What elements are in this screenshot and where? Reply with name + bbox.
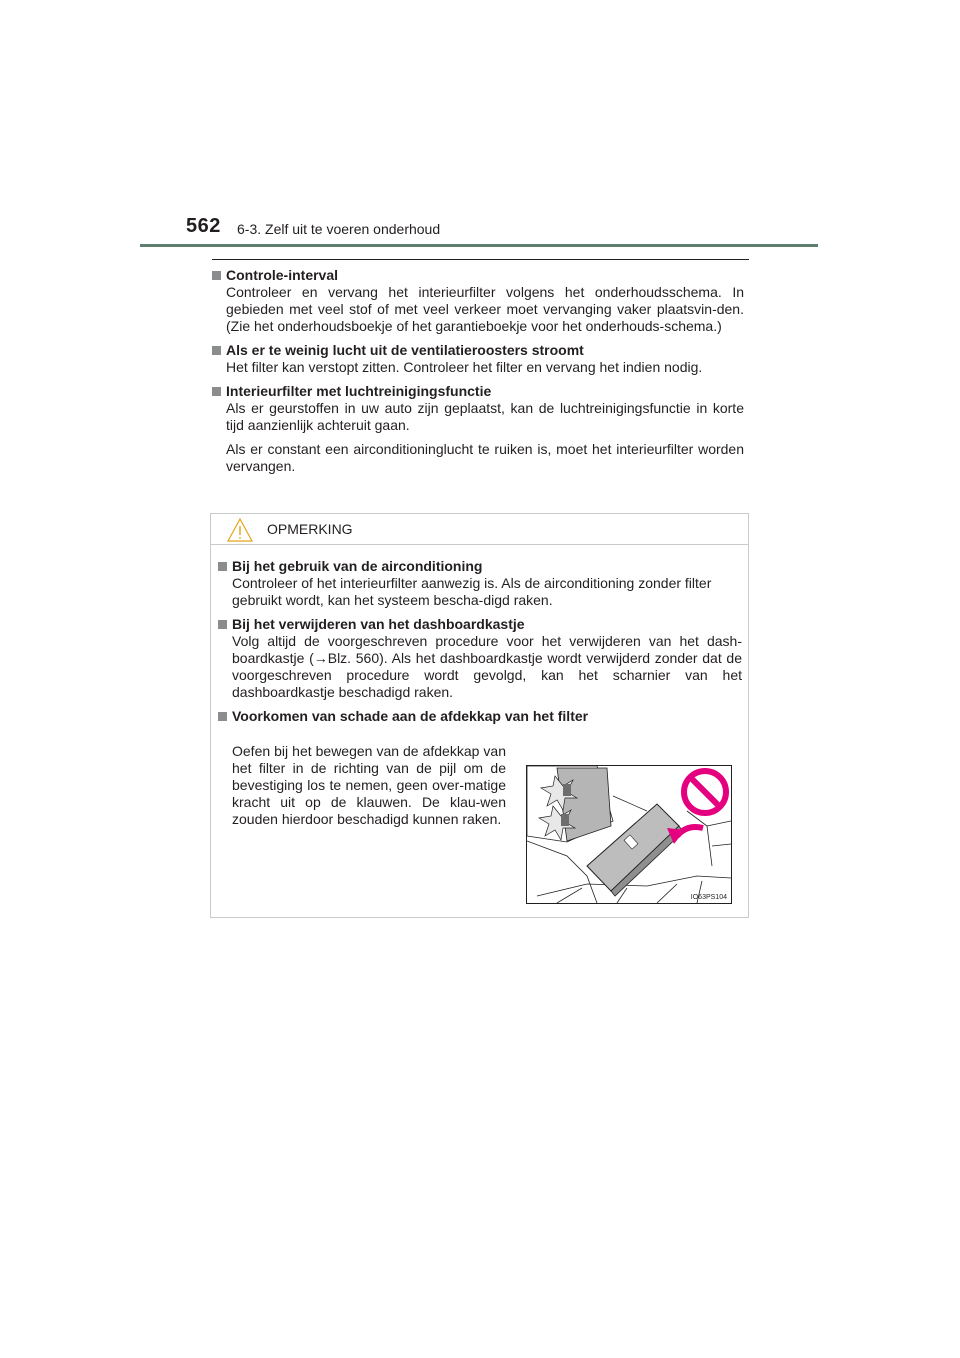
square-bullet-icon <box>212 346 221 355</box>
section-item <box>212 267 744 335</box>
notice-item-title: Bij het verwijderen van het dashboardkastje <box>232 616 525 632</box>
page-number: 562 <box>186 215 221 237</box>
item-title: Als er te weinig lucht uit de ventilatieroosters stroomt <box>226 342 584 358</box>
warning-triangle-icon <box>226 517 254 543</box>
notice-item-paragraph: Controleer of het interieurfilter aanwezig is. Als de airconditioning zonder filter gebruikt wordt, kan het systeem bescha-digd raken. <box>232 575 712 608</box>
notice-item-title: Bij het gebruik van de airconditioning <box>232 558 483 574</box>
section-item <box>212 342 744 376</box>
illustration-drawing <box>527 766 731 903</box>
square-bullet-icon <box>212 387 221 396</box>
item-paragraph: Als er geurstoffen in uw auto zijn geplaatst, kan de luchtreinigingsfunctie in korte tijd aanzienlijk achteruit gaan. <box>226 400 744 433</box>
item-title: Controle-interval <box>226 267 339 283</box>
item-paragraph: Controleer en vervang het interieurfilter volgens het onderhoudsschema. In gebieden met veel stof of met veel verkeer moet vervanging vaker plaatsvin-den. (Zie het onderhoudsboekje of het garantieboekje voor het onderhouds-schema.) <box>226 284 744 334</box>
figure-code: IO63PS104 <box>690 894 727 901</box>
notice-box <box>210 513 749 918</box>
header-rule <box>140 244 818 247</box>
notice-label: OPMERKING <box>267 521 353 537</box>
square-bullet-icon <box>218 712 227 721</box>
item-title: Interieurfilter met luchtreinigingsfunctie <box>226 383 492 399</box>
item-paragraph: Als er constant een airconditioninglucht te ruiken is, moet het interieurfilter worden vervangen. <box>226 441 744 474</box>
filter-cover-illustration <box>526 765 732 904</box>
notice-item-paragraph: Oefen bij het bewegen van de afdekkap van het filter in de richting van de pijl om de bevestiging los te nemen, geen over-matige kracht uit op de klauwen. De klau-wen zouden hierdoor beschadigd kunnen raken. <box>232 743 506 827</box>
notice-header <box>211 514 748 545</box>
square-bullet-icon <box>218 620 227 629</box>
notice-item-paragraph: Volg altijd de voorgeschreven procedure voor het verwijderen van het dash-boardkastje (→Blz. 560). Als het dashboardkastje wordt verwijderd zonder dat de voorgeschreven procedure wordt gevolgd, kan het scharnier van het dashboardkastje beschadigd raken. <box>232 633 742 700</box>
main-content <box>212 267 744 482</box>
notice-item <box>218 558 742 609</box>
content-rule <box>212 259 749 260</box>
square-bullet-icon <box>212 271 221 280</box>
notice-item-title: Voorkomen van schade aan de afdekkap van het filter <box>232 708 589 724</box>
section-item <box>212 383 744 475</box>
notice-item <box>218 616 742 701</box>
square-bullet-icon <box>218 562 227 571</box>
section-title: 6-3. Zelf uit te voeren onderhoud <box>237 221 441 237</box>
item-paragraph: Het filter kan verstopt zitten. Controleer het filter en vervang het indien nodig. <box>226 359 703 375</box>
